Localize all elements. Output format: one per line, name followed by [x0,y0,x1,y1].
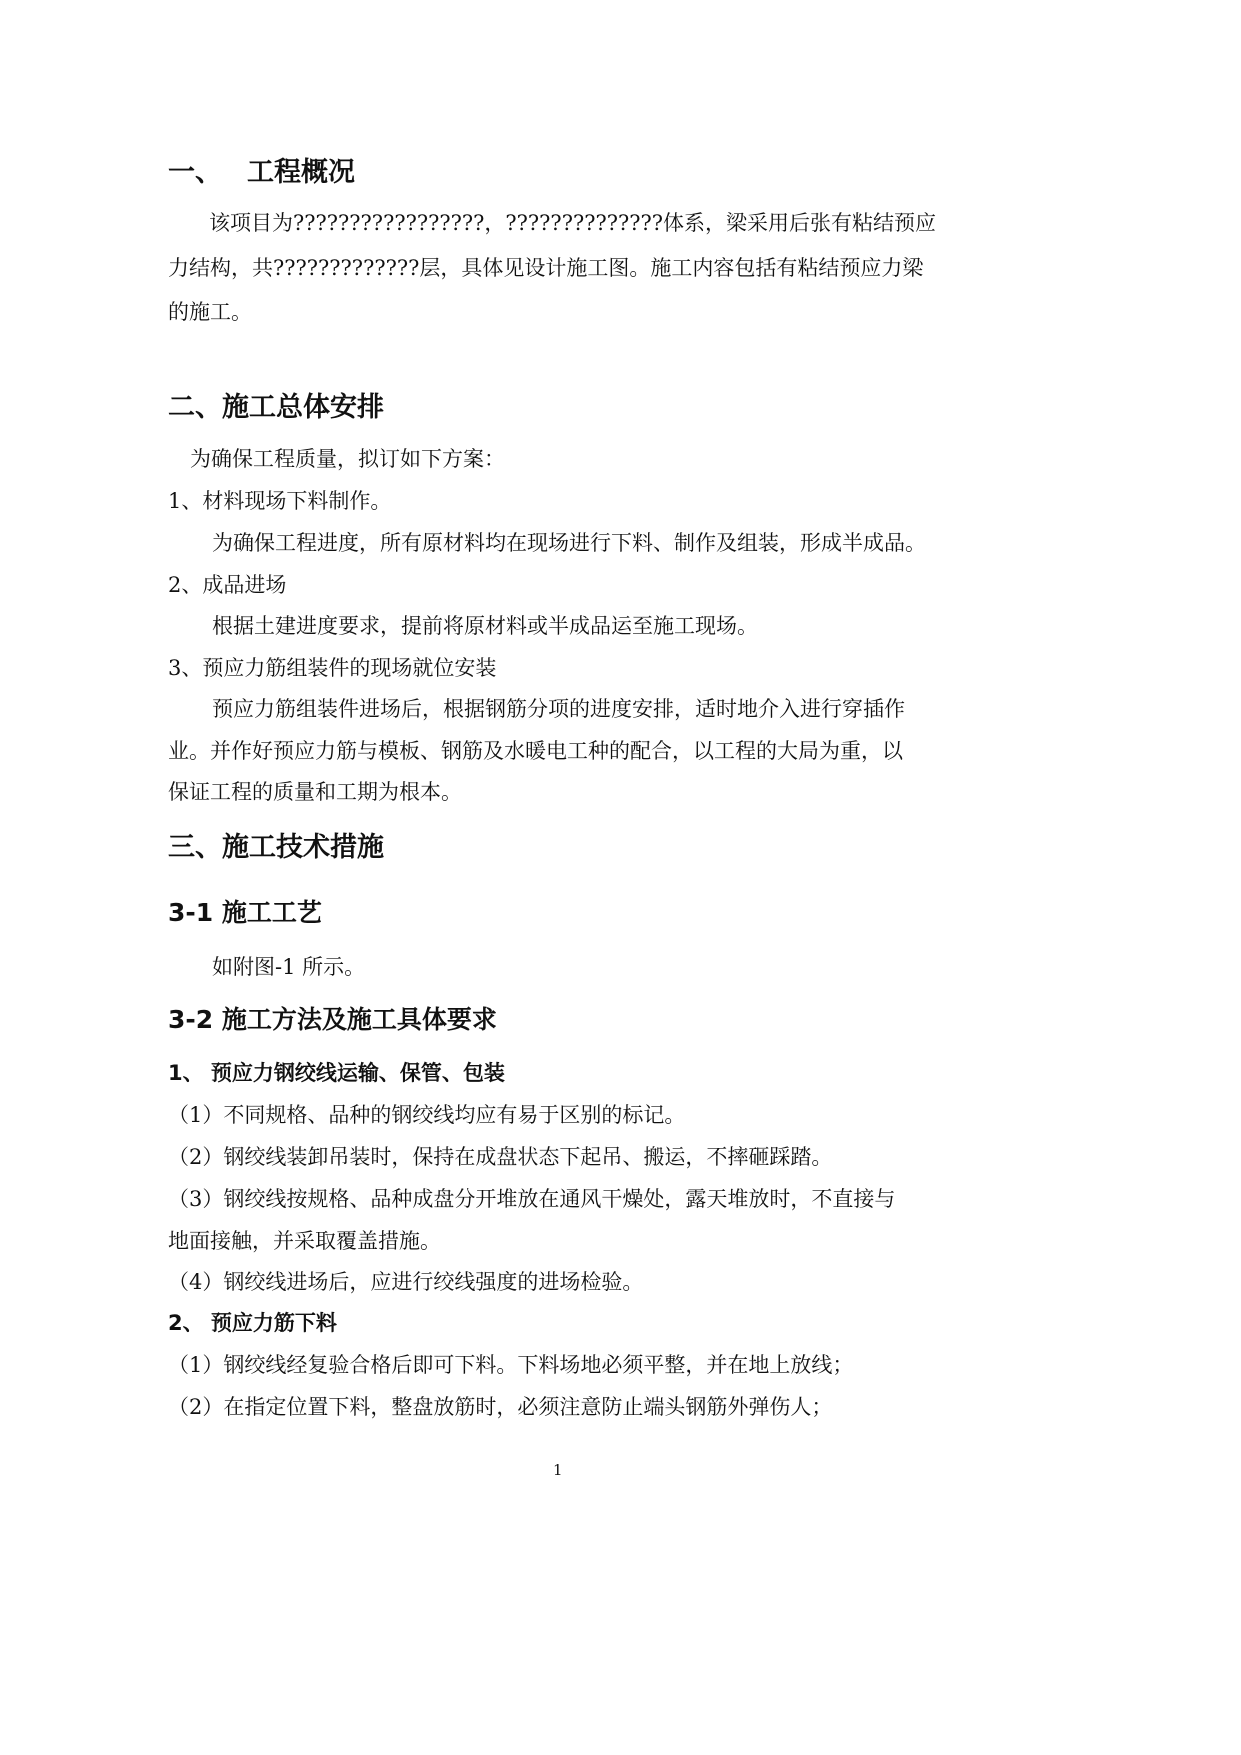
section-2-item-3-desc-line-3: 保证工程的质量和工期为根本。 [168,780,462,804]
list-item-1-2: （2）钢绞线装卸吊装时，保持在成盘状态下起吊、搬运，不摔砸踩踏。 [168,1145,833,1169]
list-item-2-1: （1）钢绞线经复验合格后即可下料。下料场地必须平整，并在地上放线； [168,1353,854,1377]
section-2-item-2-desc: 根据土建进度要求，提前将原材料或半成品运至施工现场。 [212,614,758,638]
section-2-item-2: 2、成品进场 [168,573,287,597]
section-2-item-3-desc-line-1: 预应力筋组装件进场后，根据钢筋分项的进度安排，适时地介入进行穿插作 [212,697,905,721]
list-item-1-3-line-2: 地面接触，并采取覆盖措施。 [168,1229,441,1253]
subsection-3-2-heading-1: 1、 预应力钢绞线运输、保管、包装 [168,1061,505,1085]
section-1-paragraph-line-3: 的施工。 [168,300,252,324]
list-item-1-3-line-1: （3）钢绞线按规格、品种成盘分开堆放在通风干燥处，露天堆放时，不直接与 [168,1187,896,1211]
subsection-3-2-title: 3-2 施工方法及施工具体要求 [168,1005,497,1034]
section-2-item-1: 1、材料现场下料制作。 [168,489,392,513]
section-2-item-1-desc: 为确保工程进度，所有原材料均在现场进行下料、制作及组装，形成半成品。 [212,531,926,555]
section-2-item-3: 3、预应力筋组装件的现场就位安装 [168,656,497,680]
subsection-3-1-text: 如附图-1 所示。 [212,955,366,979]
section-1-paragraph-line-1: 该项目为?????????????????，??????????????体系，梁采用后张有粘结预应 [209,211,937,235]
section-3-title: 三、施工技术措施 [168,832,384,863]
subsection-3-1-title: 3-1 施工工艺 [168,898,322,927]
section-1-number: 一、 [168,157,222,188]
section-2-item-3-desc-line-2: 业。并作好预应力筋与模板、钢筋及水暖电工种的配合，以工程的大局为重，以 [168,739,903,763]
list-item-2-2: （2）在指定位置下料，整盘放筋时，必须注意防止端头钢筋外弹伤人； [168,1395,833,1419]
section-2-intro: 为确保工程质量，拟订如下方案： [190,447,505,471]
list-item-1-4: （4）钢绞线进场后，应进行绞线强度的进场检验。 [168,1270,644,1294]
section-1-title: 工程概况 [247,157,355,188]
list-item-1-1: （1）不同规格、品种的钢绞线均应有易于区别的标记。 [168,1103,686,1127]
subsection-3-2-heading-2: 2、 预应力筋下料 [168,1311,337,1335]
section-1-paragraph-line-2: 力结构，共?????????????层，具体见设计施工图。施工内容包括有粘结预应力梁 [168,256,924,280]
page-number: 1 [553,1461,563,1479]
section-2-title: 二、施工总体安排 [168,392,384,423]
